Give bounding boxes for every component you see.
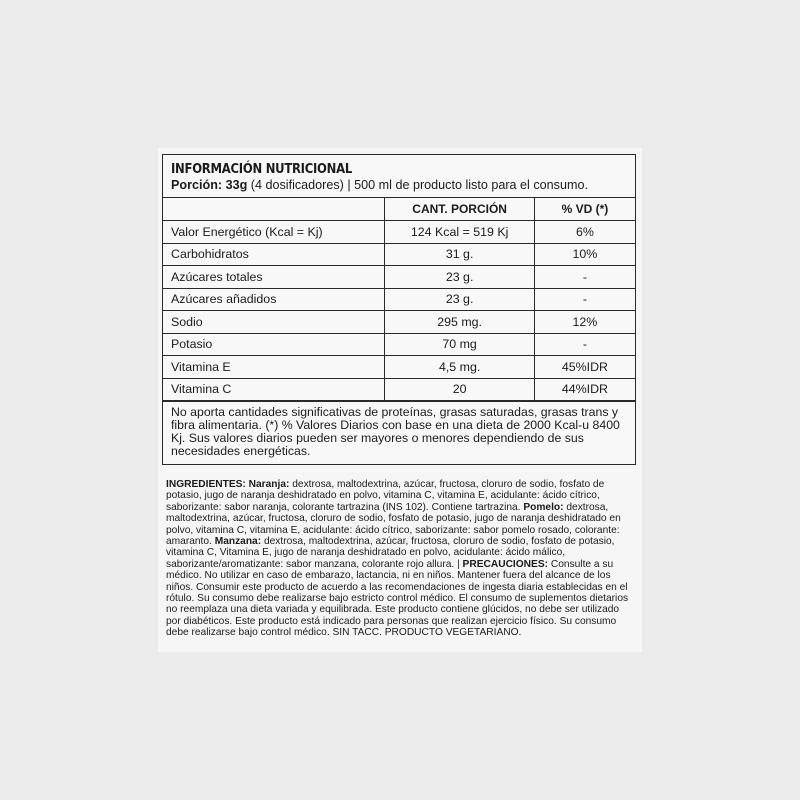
nutrient-name: Vitamina C (163, 378, 385, 401)
table-row (163, 243, 635, 266)
nutrient-vd: 44%IDR (534, 378, 635, 401)
nutrition-footnote: No aporta cantidades significativas de proteínas, grasas saturadas, grasas trans y fibra alimentaria. (*) % Valores Diarios con base en una dieta de 2000 Kcal-u 8400 Kj. Sus valores diarios pueden ser mayores o menores dependiendo de sus necesidades energéticas. (163, 401, 635, 464)
flavor-naranja-text: dextrosa, maltodextrina, azúcar, fructosa, cloruro de sodio, fosfato de potasio, jugo de naranja deshidratado en polvo, vitamina C, vitamina E, acidulante: ácido cítrico, saborizante: sabor naranja, colorante tartrazina (INS 102). Contiene tartrazina. (166, 479, 605, 513)
nutrient-vd: - (534, 266, 635, 289)
portion-label: Porción: 33g (171, 178, 248, 192)
nutrition-facts-table (162, 154, 636, 465)
column-header-nutrient (163, 198, 385, 221)
flavor-manzana-label: Manzana: (214, 536, 262, 548)
portion-line (171, 178, 627, 192)
nutrient-name: Sodio (163, 311, 385, 334)
nutrient-vd: - (534, 288, 635, 311)
nutrient-amount: 70 mg (385, 333, 534, 356)
nutrient-amount: 295 mg. (385, 311, 534, 334)
column-header-vd: % VD (*) (534, 198, 635, 221)
table-row (163, 333, 635, 356)
table-row (163, 378, 635, 401)
table-header-row (163, 198, 635, 221)
table-row (163, 288, 635, 311)
nutrient-table (163, 198, 635, 401)
nutrient-vd: 10% (534, 243, 635, 266)
nutrient-name: Azúcares añadidos (163, 288, 385, 311)
nutrient-vd: - (534, 333, 635, 356)
nutrient-vd: 45%IDR (534, 356, 635, 379)
ingredients-heading: INGREDIENTES: (166, 479, 246, 490)
flavor-pomelo-text: dextrosa, maltodextrina, azúcar, fructosa, cloruro de sodio, fosfato de potasio, jugo de naranja deshidratado en polvo, vitamina C, vitamina E, acidulante: ácido cítrico, saborizante: sabor pomelo rosado, colorante: amaranto. (166, 501, 621, 548)
table-row (163, 221, 635, 244)
table-row (163, 356, 635, 379)
nutrient-amount: 23 g. (385, 266, 534, 289)
flavor-manzana-text: dextrosa, maltodextrina, azúcar, fructosa, cloruro de sodio, fosfato de potasio, vitamina C, Vitamina E, jugo de naranja deshidratado en polvo, acidulante: ácido málico, saborizante/aromatizante: sabor manzana, colorante rojo allura. | (166, 536, 615, 570)
nutrient-name: Vitamina E (163, 356, 385, 379)
nutrient-name: Azúcares totales (163, 266, 385, 289)
nutrient-vd: 6% (534, 221, 635, 244)
column-header-amount: CANT. PORCIÓN (385, 198, 534, 221)
nutrient-amount: 20 (385, 378, 534, 401)
flavor-naranja-label: Naranja: (248, 479, 290, 490)
nutrient-vd: 12% (534, 311, 635, 334)
nutrient-name: Potasio (163, 333, 385, 356)
nutrient-amount: 124 Kcal = 519 Kj (385, 221, 534, 244)
nutrient-amount: 4,5 mg. (385, 356, 534, 379)
nutrition-title: INFORMACIÓN NUTRICIONAL (171, 161, 352, 177)
nutrient-name: Carbohidratos (163, 243, 385, 266)
flavor-pomelo-label: Pomelo: (523, 501, 564, 513)
table-row (163, 311, 635, 334)
precautions-text: Consulte a su médico. No utilizar en caso de embarazo, lactancia, ni en niños. Mantener fuera del alcance de los niños. Consumir este producto de acuerdo a las recomendaciones de ingesta diaria establecidas en el rótulo. Su consumo debe realizarse bajo estricto control médico. El consumo de suplementos dietarios no reemplaza una dieta variada y equilibrada. Este producto contiene glúcidos, no debe ser utilizado por diabéticos. Este producto está indicado para personas que realizan ejercicio físico. Su consumo debe realizarse bajo control médico. SIN TACC. PRODUCTO VEGETARIANO. (166, 558, 629, 639)
precautions-label: PRECAUCIONES: (462, 558, 549, 570)
nutrition-facts-header (163, 155, 635, 198)
nutrient-name: Valor Energético (Kcal = Kj) (163, 221, 385, 244)
nutrient-amount: 31 g. (385, 243, 534, 266)
table-row (163, 266, 635, 289)
ingredients-block (166, 479, 636, 639)
nutrient-amount: 23 g. (385, 288, 534, 311)
portion-text: (4 dosificadores) | 500 ml de producto listo para el consumo. (247, 178, 588, 192)
